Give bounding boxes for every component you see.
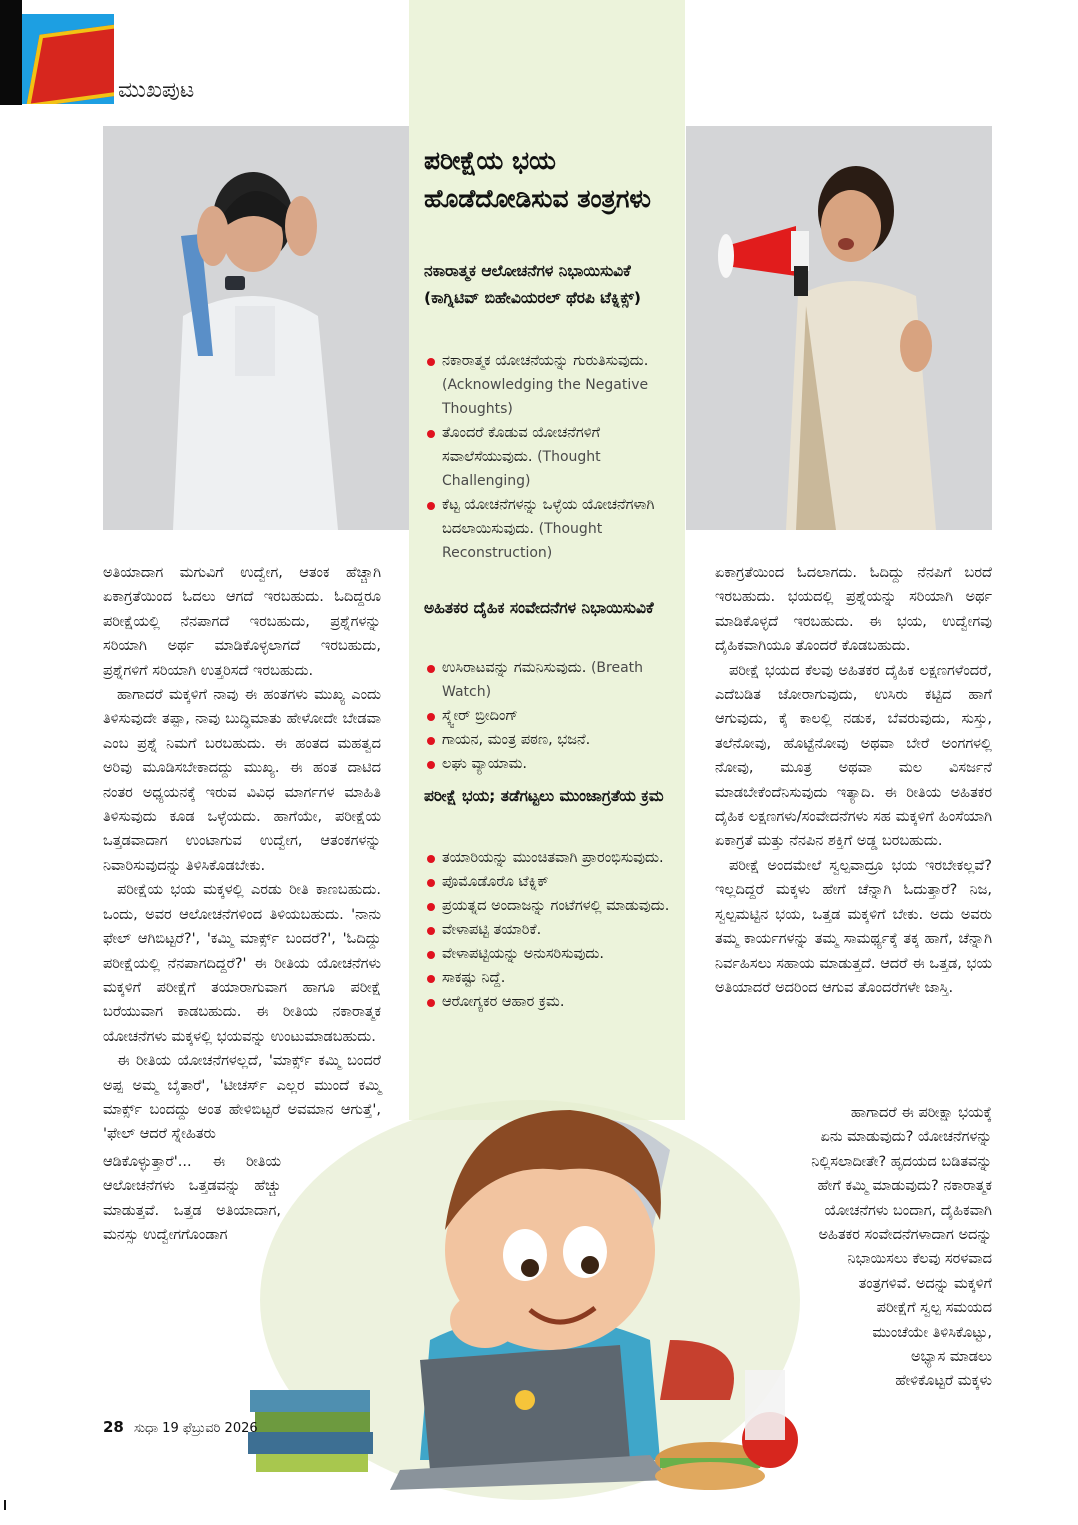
list-item: ವೇಳಾಪಟ್ಟಿಯನ್ನು ಅನುಸರಿಸುವುದು. [426, 942, 676, 966]
section-heading-prevention: ಪರೀಕ್ಷೆ ಭಯ; ತಡೆಗಟ್ಟಲು ಮುಂಜಾಗ್ರತೆಯ ಕ್ರಮ [424, 787, 664, 805]
bullet-list-prevention [426, 846, 676, 1014]
text-line: ಹೇಳಿಕೊಟ್ಟರೆ ಮಕ್ಕಳು [895, 1373, 992, 1390]
paragraph: ಆಡಿಕೊಳ್ಳುತ್ತಾರೆ'... ಈ ರೀತಿಯ ಆಲೋಚನೆಗಳು ಒತ್ತಡವನ್ನು ಹೆಚ್ಚು ಮಾಡುತ್ತವೆ. ಒತ್ತಡ ಅತಿಯಾದಾಗ, ಮನಸ್ಸು ಉದ್ವೇಗಗೊಂಡಾಗ [103, 1154, 281, 1244]
list-item: ಕೆಟ್ಟ ಯೋಚನೆಗಳನ್ನು ಒಳ್ಳೆಯ ಯೋಚನೆಗಳಾಗಿ ಬದಲಾಯಿಸುವುದು. (Thought Reconstruction) [426, 493, 676, 565]
bullet-list-physical [426, 656, 676, 776]
section-heading-cbt: ನಕಾರಾತ್ಮಕ ಆಲೋಚನೆಗಳ ನಿಭಾಯಿಸುವಿಕೆ (ಕಾಗ್ನಿಟಿವ್ ಬಿಹೇವಿಯರಲ್ ಥೆರಪಿ ಟೆಕ್ನಿಕ್ಸ್) [424, 262, 641, 307]
paragraph: ಏಕಾಗ್ರತೆಯಿಂದ ಓದಲಾಗದು. ಓದಿದ್ದು ನೆನಪಿಗೆ ಬರದೆ ಇರಬಹುದು. ಭಯದಲ್ಲಿ ಪ್ರಶ್ನೆಯನ್ನು ಸರಿಯಾಗಿ ಅರ್ಥ ಮಾಡಿಕೊಳ್ಳದೆ ಇರಬಹುದು. ಈ ಭಯ, ಉದ್ವೇಗವು ದೈಹಿಕವಾಗಿಯೂ ತೊಂದರೆ ಕೊಡಬಹುದು. [715, 565, 992, 655]
bullet-list-cbt [426, 349, 676, 565]
list-item: ಸಾಕಷ್ಟು ನಿದ್ದೆ. [426, 966, 676, 990]
list-item: ವೇಳಾಪಟ್ಟಿ ತಯಾರಿಕೆ. [426, 918, 676, 942]
paragraph: ಪರೀಕ್ಷೆ ಅಂದಮೇಲೆ ಸ್ವಲ್ಪವಾದ್ರೂ ಭಯ ಇರಬೇಕಲ್ಲವೆ? ಇಲ್ಲದಿದ್ದರೆ ಮಕ್ಕಳು ಹೇಗೆ ಚೆನ್ನಾಗಿ ಓದುತ್ತಾರೆ? ನಿಜ, ಸ್ವಲ್ಪಮಟ್ಟಿನ ಭಯ, ಒತ್ತಡ ಮಕ್ಕಳಿಗೆ ಬೇಕು. ಅದು ಅವರು ತಮ್ಮ ಕಾರ್ಯಗಳನ್ನು ತಮ್ಮ ಸಾಮರ್ಥ್ಯಕ್ಕೆ ತಕ್ಕ ಹಾಗೆ, ಚೆನ್ನಾಗಿ ನಿರ್ವಹಿಸಲು ಸಹಾಯ ಮಾಡುತ್ತದೆ. ಆದರೆ ಈ ಒತ್ತಡ, ಭಯ ಅತಿಯಾದರೆ ಅದರಿಂದ ಆಗುವ ತೊಂದರೆಗಳೇ ಜಾಸ್ತಿ. [715, 857, 992, 996]
list-item: ತಯಾರಿಯನ್ನು ಮುಂಚಿತವಾಗಿ ಪ್ರಾರಂಭಿಸುವುದು. [426, 846, 676, 870]
list-item: ಪ್ರಯತ್ನದ ಅಂದಾಜನ್ನು ಗಂಟೆಗಳಲ್ಲಿ ಮಾಡುವುದು. [426, 894, 676, 918]
section-label: ಮುಖಪುಟ [118, 78, 195, 103]
list-item: ತೊಂದರೆ ಕೊಡುವ ಯೋಚನೆಗಳಿಗೆ ಸವಾಲೆಸೆಯುವುದು. (Thought Challenging) [426, 421, 676, 493]
text-line: ಮುಂಚೆಯೇ ತಿಳಿಸಿಕೊಟ್ಟು, [872, 1324, 992, 1341]
list-item: ನಕಾರಾತ್ಮಕ ಯೋಚನೆಯನ್ನು ಗುರುತಿಸುವುದು. (Acknowledging the Negative Thoughts) [426, 349, 676, 421]
paragraph: ಅತಿಯಾದಾಗ ಮಗುವಿಗೆ ಉದ್ವೇಗ, ಆತಂಕ ಹೆಚ್ಚಾಗಿ ಏಕಾಗ್ರತೆಯಿಂದ ಓದಲು ಆಗದೆ ಇರಬಹುದು. ಓದಿದ್ದರೂ ಪರೀಕ್ಷೆಯಲ್ಲಿ ನೆನಪಾಗದೆ ಇರಬಹುದು, ಪ್ರಶ್ನೆಗಳನ್ನು ಸರಿಯಾಗಿ ಅರ್ಥ ಮಾಡಿಕೊಳ್ಳಲಾಗದೆ ಇರಬಹುದು, ಪ್ರಶ್ನೆಗಳಿಗೆ ಸರಿಯಾಗಿ ಉತ್ತರಿಸದೆ ಇರಬಹುದು. [103, 565, 381, 679]
header-black-strip [0, 0, 22, 105]
text-line: ಏನು ಮಾಡುವುದು? ಯೋಚನೆಗಳನ್ನು [820, 1129, 992, 1146]
list-item: ಉಸಿರಾಟವನ್ನು ಗಮನಿಸುವುದು. (Breath Watch) [426, 656, 676, 704]
paragraph: ಹಾಗಾದರೆ ಮಕ್ಕಳಿಗೆ ನಾವು ಈ ಹಂತಗಳು ಮುಖ್ಯ ಎಂದು ತಿಳಿಸುವುದೇ ತಪ್ಪಾ, ನಾವು ಬುದ್ಧಿಮಾತು ಹೇಳೋದೇ ಬೇಡವಾ ಎಂಬ ಪ್ರಶ್ನೆ ನಿಮಗೆ ಬರಬಹುದು. ಈ ಹಂತದ ಮಹತ್ವದ ಅರಿವು ಮೂಡಿಸಬೇಕಾದದ್ದು ಮುಖ್ಯ. ಈ ಹಂತ ದಾಟಿದ ನಂತರ ಅಧ್ಯಯನಕ್ಕೆ ಇರುವ ವಿವಿಧ ಮಾರ್ಗಗಳ ಮಾಹಿತಿ ತಿಳಿಸುವುದು ಕೂಡ ಒಳ್ಳೆಯದು. ಹಾಗೆಯೇ, ಪರೀಕ್ಷೆಯ ಒತ್ತಡವಾದಾಗ ಉಂಟಾಗುವ ಉದ್ವೇಗ, ಆತಂಕಗಳನ್ನು ನಿವಾರಿಸುವುದನ್ನು ತಿಳಿಸಿಕೊಡಬೇಕು. [103, 687, 381, 874]
section-heading-physical: ಅಹಿತಕರ ದೈಹಿಕ ಸಂವೇದನೆಗಳ ನಿಭಾಯಿಸುವಿಕೆ [424, 599, 654, 617]
paragraph: ಈ ರೀತಿಯ ಯೋಚನೆಗಳಲ್ಲದೆ, 'ಮಾರ್ಕ್ಸ್ ಕಮ್ಮಿ ಬಂದರೆ ಅಪ್ಪ ಅಮ್ಮ ಬೈತಾರೆ', 'ಟೀಚರ್ಸ್ ಎಲ್ಲರ ಮುಂದೆ ಕಮ್ಮಿ ಮಾರ್ಕ್ಸ್ ಬಂದದ್ದು ಅಂತ ಹೇಳಿಬಿಟ್ಟರೆ ಅವಮಾನ ಆಗುತ್ತೆ', 'ಫೇಲ್ ಆದರೆ ಸ್ನೇಹಿತರು [103, 1053, 381, 1143]
paragraph: ಪರೀಕ್ಷೆ ಭಯದ ಕೆಲವು ಅಹಿತಕರ ದೈಹಿಕ ಲಕ್ಷಣಗಳೆಂದರೆ, ಎದೆಬಡಿತ ಜೋರಾಗುವುದು, ಉಸಿರು ಕಟ್ಟಿದ ಹಾಗೆ ಆಗುವುದು, ಕೈ ಕಾಲಲ್ಲಿ ನಡುಕ, ಬೆವರುವುದು, ಸುಸ್ತು, ತಲೆನೋವು, ಹೊಟ್ಟೆನೋವು ಅಥವಾ ಬೇರೆ ಅಂಗಗಳಲ್ಲಿ ನೋವು, ಮೂತ್ರ ಅಥವಾ ಮಲ ವಿಸರ್ಜನೆ ಮಾಡಬೇಕೆಂದೆನಿಸುವುದು ಇತ್ಯಾದಿ. ಈ ರೀತಿಯ ಅಹಿತಕರ ದೈಹಿಕ ಲಕ್ಷಣಗಳು/ಸಂವೇದನೆಗಳು ಸಹ ಮಕ್ಕಳಿಗೆ ಹಿಂಸೆಯಾಗಿ ಏಕಾಗ್ರತೆ ಮತ್ತು ನೆನಪಿನ ಶಕ್ತಿಗೆ ಅಡ್ಡ ಬರಬಹುದು. [715, 662, 992, 850]
text-line: ಹಾಗಾದರೆ ಈ ಪರೀಕ್ಷಾ ಭಯಕ್ಕೆ [850, 1105, 992, 1121]
list-item: ಪೊಮೊಡೊರೊ ಟೆಕ್ನಿಕ್ [426, 870, 676, 894]
text-line: ನಿಭಾಯಿಸಲು ಕೆಲವು ಸರಳವಾದ [847, 1251, 992, 1268]
footer [103, 1418, 258, 1436]
photo-woman-megaphone [686, 126, 992, 530]
paragraph: ಪರೀಕ್ಷೆಯ ಭಯ ಮಕ್ಕಳಲ್ಲಿ ಎರಡು ರೀತಿ ಕಾಣಬಹುದು. ಒಂದು, ಅವರ ಆಲೋಚನೆಗಳಿಂದ ತಿಳಿಯಬಹುದು. 'ನಾನು ಫೇಲ್ ಆಗಿಬಿಟ್ಟರೆ?', 'ಕಮ್ಮಿ ಮಾರ್ಕ್ಸ್ ಬಂದರೆ?', 'ಓದಿದ್ದು ಪರೀಕ್ಷೆಯಲ್ಲಿ ನೆನಪಾಗದಿದ್ದರೆ?' ಈ ರೀತಿಯ ಯೋಚನೆಗಳು ಮಕ್ಕಳಿಗೆ ಪರೀಕ್ಷೆಗೆ ತಯಾರಾಗುವಾಗ ಹಾಗೂ ಪರೀಕ್ಷೆ ಬರೆಯುವಾಗ ಕಾಡಬಹುದು. ಈ ರೀತಿಯ ನಕಾರಾತ್ಮಕ ಯೋಚನೆಗಳು ಮಕ್ಕಳಲ್ಲಿ ಭಯವನ್ನು ಉಂಟುಮಾಡಬಹುದು. [103, 882, 381, 1045]
text-line: ಅಹಿತಕರ ಸಂವೇದನೆಗಳಾದಾಗ ಅದನ್ನು [818, 1227, 992, 1244]
page-number: 28 [103, 1418, 124, 1436]
list-item: ಲಘು ವ್ಯಾಯಾಮ. [426, 752, 676, 776]
article-title: ಪರೀಕ್ಷೆಯ ಭಯ ಹೊಡೆದೋಡಿಸುವ ತಂತ್ರಗಳು [424, 146, 651, 213]
list-item: ಆರೋಗ್ಯಕರ ಆಹಾರ ಕ್ರಮ. [426, 990, 676, 1014]
text-line: ಅಭ್ಯಾಸ ಮಾಡಲು [910, 1349, 992, 1366]
illustration-boy-laptop [230, 1040, 830, 1510]
crop-mark [4, 1500, 6, 1510]
text-line: ನಿಲ್ಲಿಸಲಾದೀತೇ? ಹೃದಯದ ಬಡಿತವನ್ನು [811, 1153, 992, 1170]
sudha-logo [22, 14, 114, 104]
text-line: ಯೋಚನೆಗಳು ಬಂದಾಗ, ದೈಹಿಕವಾಗಿ [824, 1202, 992, 1219]
text-line: ಪರೀಕ್ಷೆಗೆ ಸ್ವಲ್ಪ ಸಮಯದ [876, 1300, 992, 1317]
text-line: ಹೇಗೆ ಕಮ್ಮಿ ಮಾಡುವುದು? ನಕಾರಾತ್ಮಕ [817, 1178, 992, 1195]
list-item: ಗಾಯನ, ಮಂತ್ರ ಪಠಣ, ಭಜನೆ. [426, 728, 676, 752]
publication-date: ಸುಧಾ 19 ಫೆಬ್ರುವರಿ 2026 [134, 1421, 258, 1436]
photo-stressed-student [103, 126, 409, 530]
body-column-right [715, 561, 992, 1000]
text-line: ತಂತ್ರಗಳಿವೆ. ಅದನ್ನು ಮಕ್ಕಳಿಗೆ [858, 1275, 992, 1292]
list-item: ಸ್ಕ್ವೇರ್ ಬ್ರೀದಿಂಗ್ [426, 704, 676, 728]
